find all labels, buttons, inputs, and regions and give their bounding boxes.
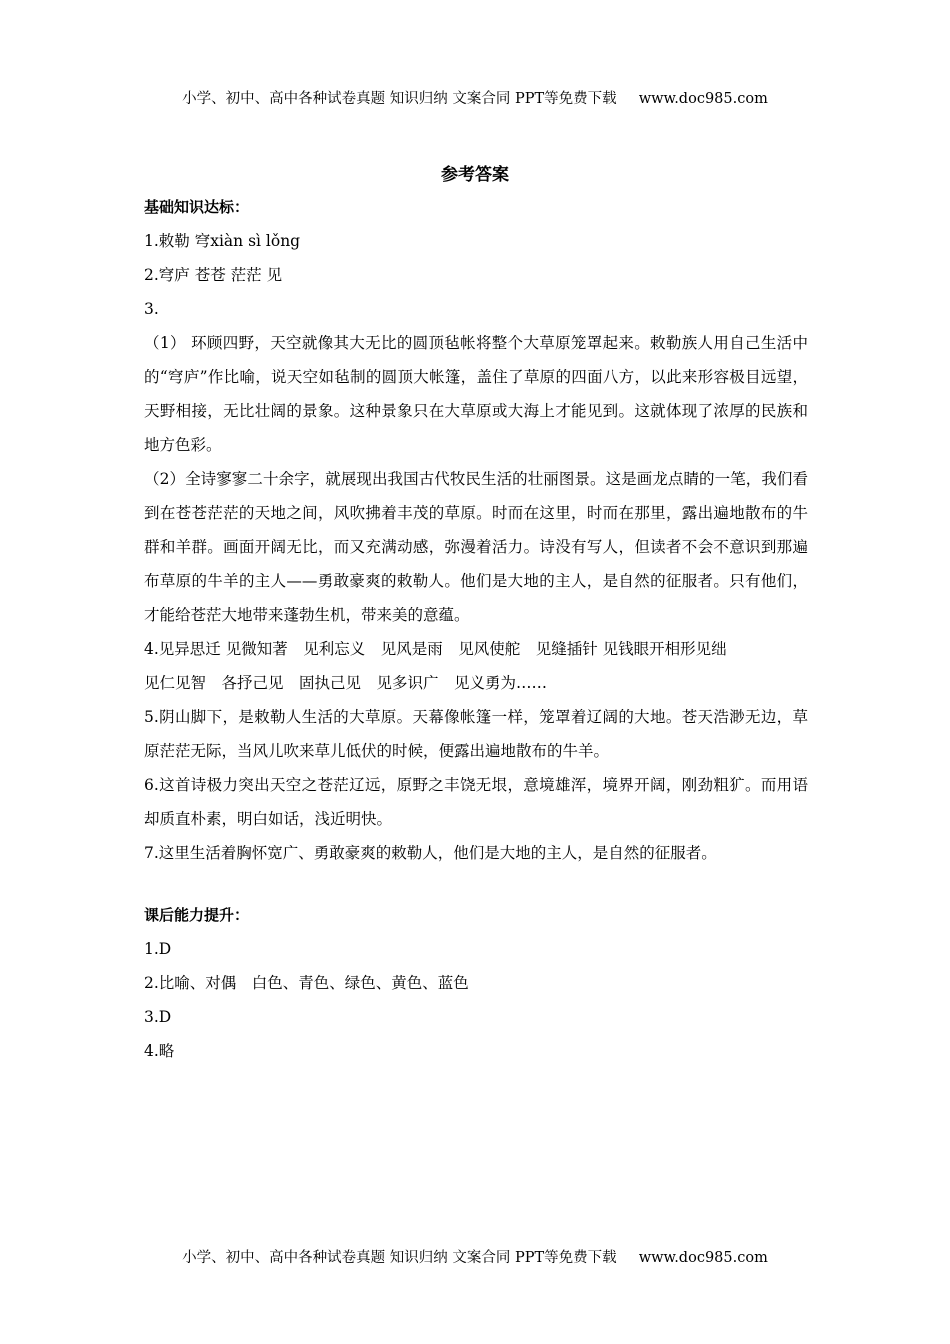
answer-item: 3.D xyxy=(144,1008,172,1026)
footer-text: 小学、初中、高中各种试卷真题 知识归纳 文案合同 PPT等免费下载 xyxy=(182,1250,617,1266)
page-title: 参考答案 xyxy=(441,165,509,185)
answer-item: 1.D xyxy=(144,940,172,958)
answer-item: 2.比喻、对偶 白色、青色、绿色、黄色、蓝色 xyxy=(144,974,469,992)
answer-item: 4.略 xyxy=(144,1042,175,1060)
page-footer xyxy=(0,1246,950,1267)
answer-item: 3. xyxy=(144,300,159,318)
answer-item: 7.这里生活着胸怀宽广、勇敢豪爽的敕勒人，他们是大地的主人，是自然的征服者。 xyxy=(144,844,717,862)
section-spacer xyxy=(144,870,808,898)
section-heading-advanced: 课后能力提升： xyxy=(144,906,250,924)
answer-paragraph: （2）全诗寥寥二十余字，就展现出我国古代牧民生活的壮丽图景。这是画龙点睛的一笔，我们看到在苍苍茫茫的天地之间，风吹拂着丰茂的草原。时而在这里，时而在那里，露出遍地散布的牛群和羊群。画面开阔无比，而又充满动感，弥漫着活力。诗没有写人，但读者不会不意识到那遍布草原的牛羊的主人——勇敢豪爽的敕勒人。他们是大地的主人，是自然的征服者。只有他们，才能给苍茫大地带来蓬勃生机，带来美的意蕴。 xyxy=(144,470,808,624)
header-url[interactable]: www.doc985.com xyxy=(638,91,768,107)
header-text: 小学、初中、高中各种试卷真题 知识归纳 文案合同 PPT等免费下载 xyxy=(182,91,617,107)
answer-paragraph: 6.这首诗极力突出天空之苍茫辽远，原野之丰饶无垠，意境雄浑，境界开阔，刚劲粗犷。而用语却质直朴素，明白如话，浅近明快。 xyxy=(144,776,808,828)
answer-item: 见仁见智 各抒己见 固执己见 见多识广 见义勇为…… xyxy=(144,674,548,692)
page-header xyxy=(0,87,950,108)
section-heading-basic: 基础知识达标： xyxy=(144,198,250,216)
footer-url[interactable]: www.doc985.com xyxy=(638,1250,768,1266)
answer-item: 2.穹庐 苍苍 茫茫 见 xyxy=(144,266,283,284)
answer-paragraph: （1） 环顾四野，天空就像其大无比的圆顶毡帐将整个大草原笼罩起来。敕勒族人用自己生活中的“穹庐”作比喻，说天空如毡制的圆顶大帐篷，盖住了草原的四面八方，以此来形容极目远望，天野相接，无比壮阔的景象。这种景象只在大草原或大海上才能见到。这就体现了浓厚的民族和地方色彩。 xyxy=(144,334,808,454)
document-body xyxy=(144,190,808,1068)
answer-item: 1.敕勒 穹xiàn sì lǒng xyxy=(144,232,301,250)
answer-paragraph: 5.阴山脚下，是敕勒人生活的大草原。天幕像帐篷一样，笼罩着辽阔的大地。苍天浩渺无边，草原茫茫无际，当风儿吹来草儿低伏的时候，便露出遍地散布的牛羊。 xyxy=(144,708,808,760)
answer-item: 4.见异思迁 见微知著 见利忘义 见风是雨 见风使舵 见缝插针 见钱眼开相形见绌 xyxy=(144,640,727,658)
